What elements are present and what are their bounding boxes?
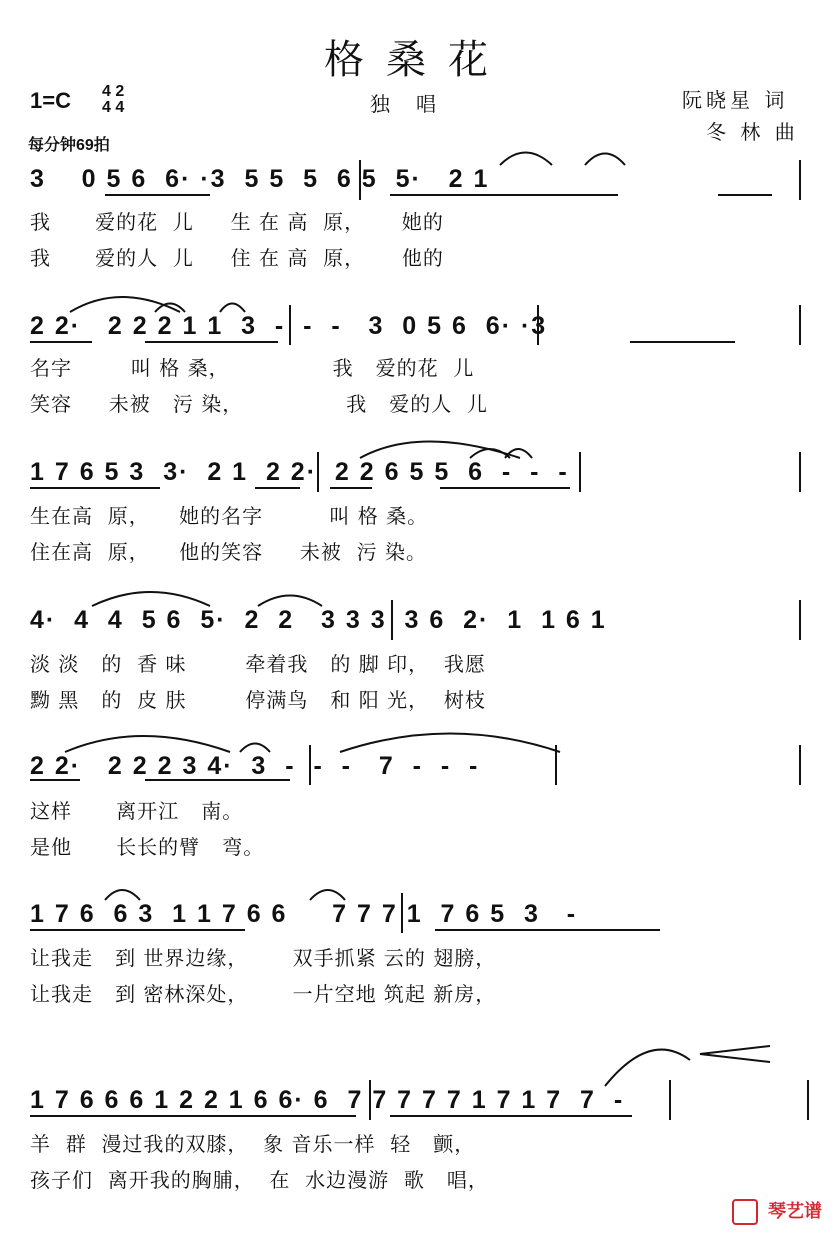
slur — [240, 744, 270, 753]
slur — [585, 154, 625, 166]
decrescendo — [700, 1046, 770, 1062]
slur — [310, 890, 345, 900]
time-signature-top: 4 2 — [102, 83, 125, 100]
notation-line-7: 1 7 6 6 6 1 2 2 1 6 6· 6 7 7 7 7 7 1 7 1 7 7 - — [30, 1086, 625, 1114]
lyrics-line-3-verse-1: 生在高 原， 她的名字 叫 格 桑。 — [30, 504, 429, 528]
notation-line-5: 2 2· 2 2 2 3 4· 3 - - - 7 - - - — [30, 752, 480, 780]
slur — [605, 1050, 690, 1086]
lyrics-line-6-verse-1: 让我走 到 世界边缘， 双手抓紧 云的 翅膀， — [30, 946, 497, 970]
notation-line-6: 1 7 6 6 3 1 1 7 6 6 7 7 7 1 7 6 5 3 - — [30, 900, 578, 928]
notation-line-1: 3 0 5 6 6· ·3 5 5 5 6 5 5· 2 1 — [30, 165, 490, 193]
notation-line-3: 1 7 6 5 3 3· 2 1 2 2· 2 2 6 5 5 6 - - - — [30, 458, 569, 486]
time-signature-bottom: 4 4 — [102, 99, 125, 116]
lyrics-line-6-verse-2: 让我走 到 密林深处， 一片空地 筑起 新房， — [30, 982, 497, 1006]
lyrics-line-2-verse-2: 笑容 未被 污 染， 我 爱的人 儿 — [30, 392, 489, 416]
logo-icon — [732, 1199, 758, 1225]
tempo-marking: 每分钟69拍 — [28, 137, 110, 154]
lyrics-line-4-verse-1: 淡 淡 的 香 味 牵着我 的 脚 印， 我愿 — [30, 652, 486, 676]
slur — [65, 736, 230, 752]
slur — [220, 304, 245, 313]
song-title: 格桑花 — [324, 37, 510, 83]
lyrics-line-1-verse-2: 我 爱的人 儿 住 在 高 原， 他的 — [30, 246, 444, 270]
slur — [340, 734, 560, 753]
brand-logo — [732, 1197, 822, 1225]
lyrics-line-5-verse-1: 这样 离开江 南。 — [30, 799, 244, 823]
notation-line-4: 4· 4 4 5 6 5· 2 2 3 3 3 3 6 2· 1 1 6 1 — [30, 606, 607, 634]
lyrics-line-4-verse-2: 黝 黑 的 皮 肤 停满鸟 和 阳 光， 树枝 — [30, 688, 486, 712]
lyrics-line-2-verse-1: 名字 叫 格 桑， 我 爱的花 儿 — [30, 356, 475, 380]
lyrics-line-7-verse-1: 羊 群 漫过我的双膝， 象 音乐一样 轻 颤， — [30, 1132, 476, 1156]
lyrics-line-5-verse-2: 是他 长长的臂 弯。 — [30, 835, 265, 859]
performance-style: 独唱 — [370, 92, 462, 116]
lyrics-line-3-verse-2: 住在高 原， 他的笑容 未被 污 染。 — [30, 540, 428, 564]
key-signature: 1=C — [30, 88, 71, 113]
lyrics-line-7-verse-2: 孩子们 离开我的胸脯， 在 水边漫游 歌 唱， — [30, 1168, 489, 1192]
slur — [92, 592, 210, 606]
slur — [500, 153, 552, 166]
notation-line-2: 2 2· 2 2 2 1 1 3 - - - 3 0 5 6 6· ·3 — [30, 312, 548, 340]
logo-text: 琴艺谱 — [768, 1201, 822, 1222]
lyrics-line-1-verse-1: 我 爱的花 儿 生 在 高 原， 她的 — [30, 210, 444, 234]
composer-credit: 冬 林 曲 — [706, 120, 799, 144]
slur — [258, 596, 322, 607]
slur — [105, 890, 140, 900]
lyricist-credit: 阮晓星 词 — [682, 88, 789, 112]
